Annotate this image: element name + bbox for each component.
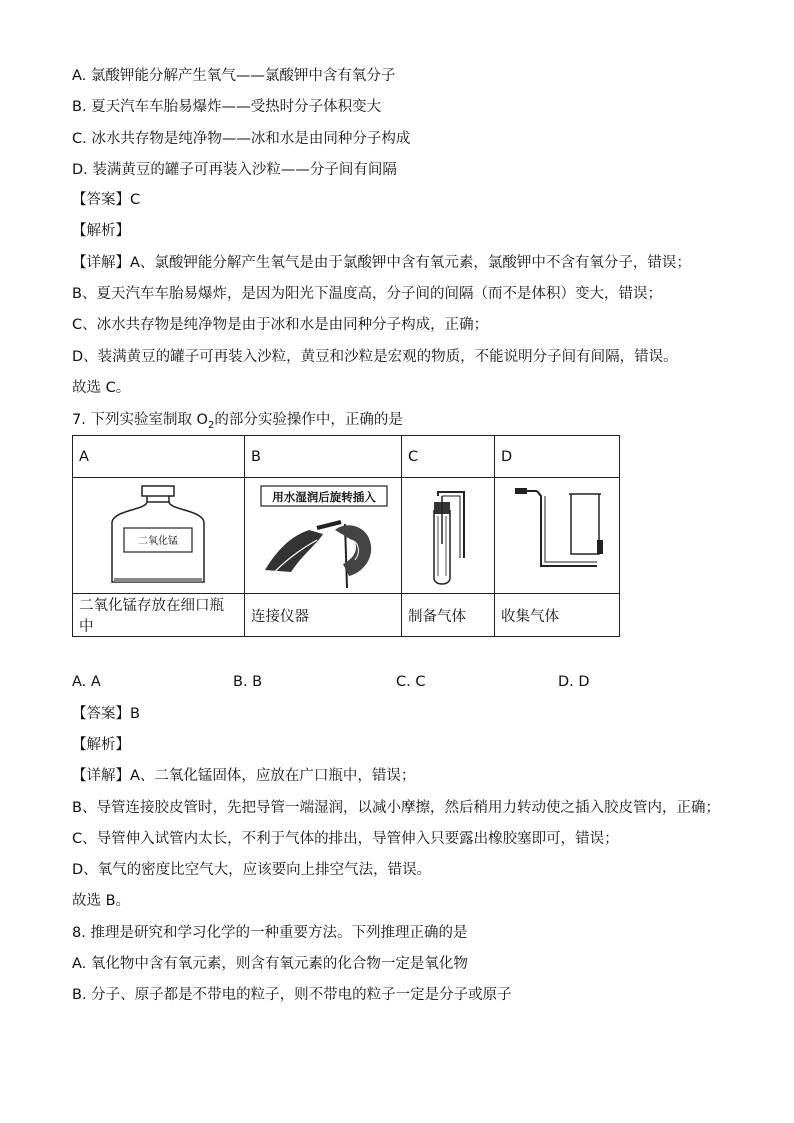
q7-options-table (72, 435, 620, 637)
q7-choices (72, 674, 632, 694)
q6-detail-c: C、冰水共存物是纯净物是由于冰和水是由同种分子构成，正确； (72, 317, 489, 333)
q7-choice-a: A. A (72, 674, 101, 690)
q7-stem: 7. 下列实验室制取 $O_2$的部分实验操作中，正确的是 (72, 412, 403, 431)
figure-cell-b (245, 478, 402, 594)
q6-detail-b: B、夏天汽车车胎易爆炸，是因为阳光下温度高，分子间的间隔（而不是体积）变大，错误； (72, 286, 662, 302)
table-caption-b: 连接仪器 (245, 594, 402, 637)
table-caption-d: 收集气体 (495, 594, 620, 637)
q6-detail-d: D、装满黄豆的罐子可再装入沙粒，黄豆和沙粒是宏观的物质，不能说明分子间有间隔，错误。 (72, 349, 678, 365)
q7-choice-b: B. B (233, 674, 263, 690)
q6-detail-a: 【详解】A、氯酸钾能分解产生氧气是由于氯酸钾中含有氧元素，氯酸钾中不含有氧分子，错误； (72, 255, 691, 271)
tube-banner: 用水湿润后旋转插入 (272, 489, 376, 504)
q6-option-a: A. 氯酸钾能分解产生氧气——氯酸钾中含有氧分子 (72, 68, 396, 84)
gas-collection-figure (501, 480, 613, 592)
connect-tube-figure (251, 480, 395, 592)
q6-option-c: C. 冰水共存物是纯净物——冰和水是由同种分子构成 (72, 131, 411, 147)
table-header-b: B (245, 436, 402, 478)
q8-option-a: A. 氧化物中含有氧元素，则含有氧元素的化合物一定是氧化物 (72, 956, 468, 972)
q8-option-b: B. 分子、原子都是不带电的粒子，则不带电的粒子一定是分子或原子 (72, 987, 512, 1003)
table-header-d: D (495, 436, 620, 478)
figure-cell-a (73, 478, 245, 594)
q6-conclusion: 故选 C。 (72, 380, 131, 396)
narrow-mouth-bottle-figure (84, 480, 234, 592)
q6-option-b: B. 夏天汽车车胎易爆炸——受热时分子体积变大 (72, 99, 382, 115)
table-caption-a: 二氧化锰存放在细口瓶中 (73, 594, 245, 637)
q7-detail-c: C、导管伸入试管内太长，不利于气体的排出，导管伸入只要露出橡胶塞即可，错误； (72, 831, 619, 847)
q7-detail-a: 【详解】A、二氧化锰固体，应放在广口瓶中，错误； (72, 768, 416, 784)
q6-option-d: D. 装满黄豆的罐子可再装入沙粒——分子间有间隔 (72, 162, 397, 178)
figure-cell-c (402, 478, 495, 594)
q7-answer: 【答案】B (72, 706, 140, 722)
q7-detail-d: D、氧气的密度比空气大，应该要向上排空气法，错误。 (72, 862, 432, 878)
q6-answer: 【答案】C (72, 192, 141, 208)
figure-cell-d (495, 478, 620, 594)
bottle-label: 二氧化锰 (137, 535, 178, 547)
q6-analysis-tag: 【解析】 (72, 223, 130, 239)
q7-analysis-tag: 【解析】 (72, 737, 130, 753)
q8-stem: 8. 推理是研究和学习化学的一种重要方法。下列推理正确的是 (72, 925, 468, 941)
gas-generation-figure (408, 480, 488, 592)
q7-detail-b: B、导管连接胶皮管时，先把导管一端湿润，以减小摩擦，然后稍用力转动使之插入胶皮管内，正确； (72, 800, 720, 816)
table-caption-c: 制备气体 (402, 594, 495, 637)
table-header-a: A (73, 436, 245, 478)
q7-choice-d: D. D (558, 674, 590, 690)
table-header-c: C (402, 436, 495, 478)
q7-choice-c: C. C (396, 674, 426, 690)
q7-conclusion: 故选 B。 (72, 893, 131, 909)
